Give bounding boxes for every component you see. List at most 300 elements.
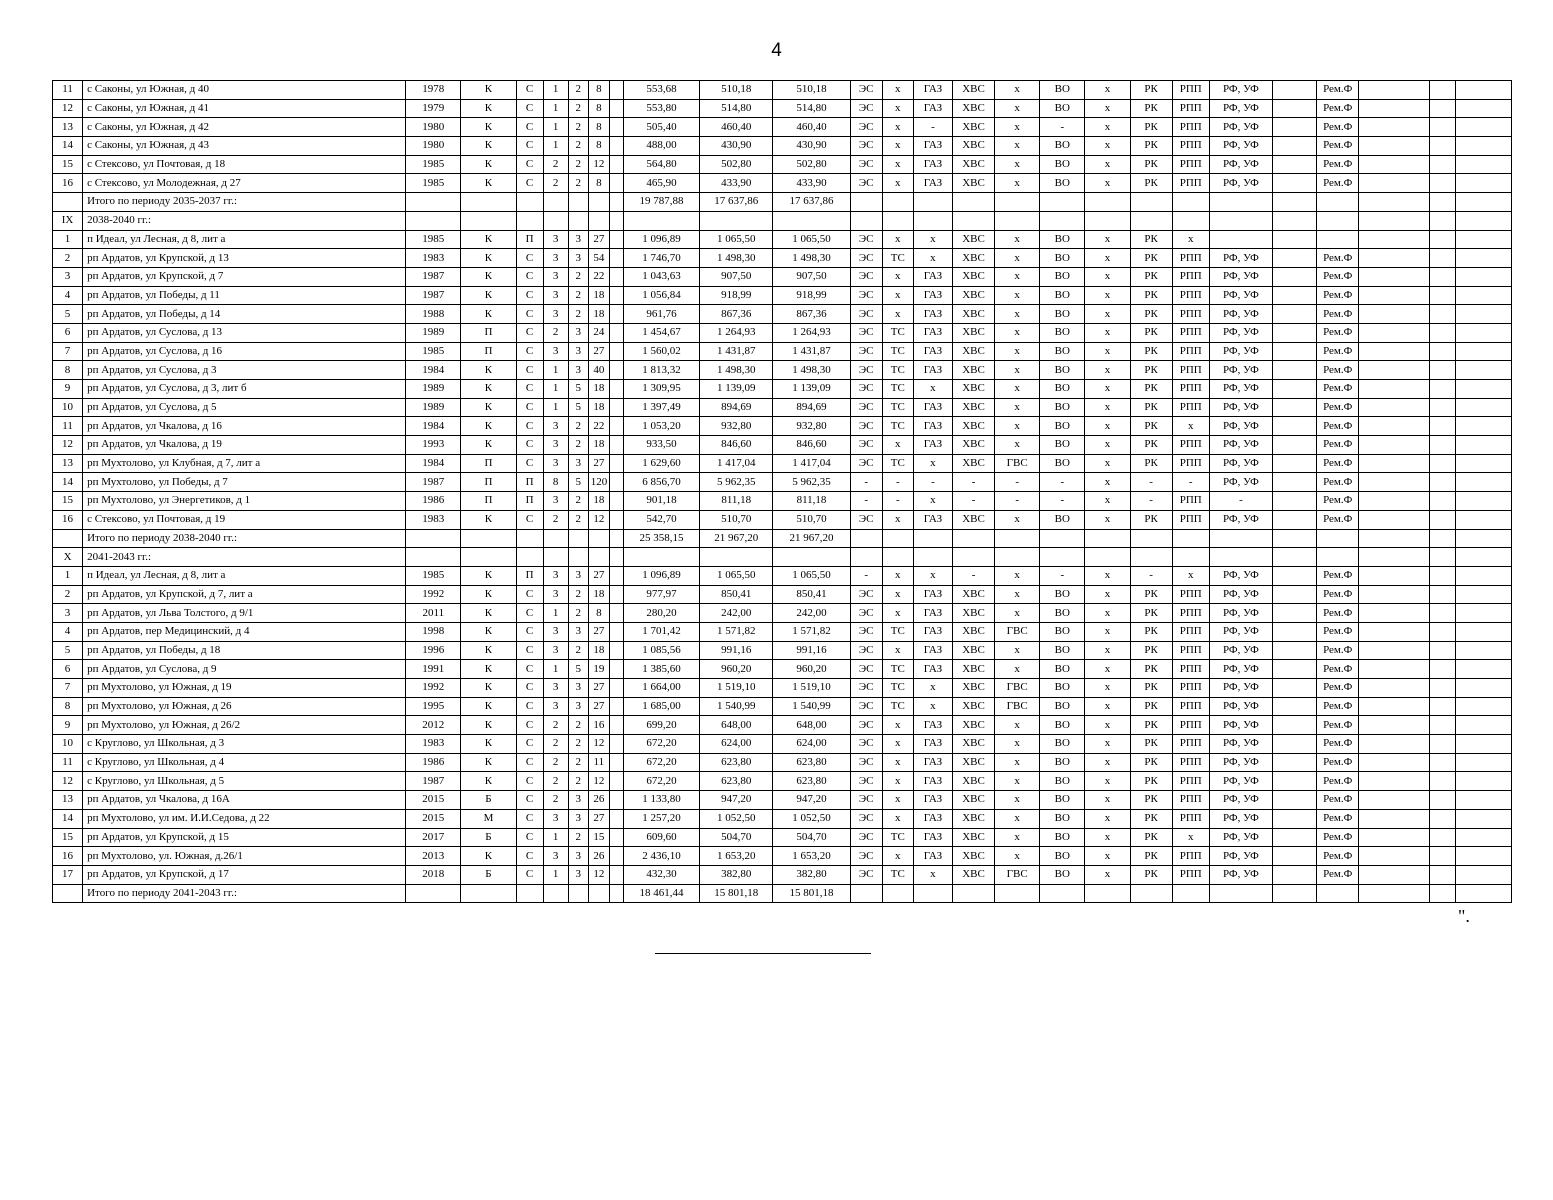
address-cell: Итого по периоду 2041-2043 гг.:: [83, 884, 406, 903]
table-cell: 894,69: [773, 398, 850, 417]
address-cell: с Саконы, ул Южная, д 42: [83, 118, 406, 137]
table-cell: РФ, УФ: [1209, 791, 1272, 810]
table-cell: [1455, 865, 1511, 884]
table-cell: 2: [568, 417, 588, 436]
table-cell: 5: [568, 473, 588, 492]
table-row: [53, 473, 1512, 492]
table-cell: ГАЗ: [913, 99, 952, 118]
end-quote-mark: ".: [1458, 906, 1470, 926]
address-cell: рп Мухтолово, ул Клубная, д 7, лит а: [83, 454, 406, 473]
table-cell: 1 431,87: [700, 342, 773, 361]
table-cell: 1 052,50: [773, 809, 850, 828]
table-cell: [1359, 230, 1429, 249]
table-cell: [609, 380, 623, 399]
table-cell: -: [995, 473, 1040, 492]
table-cell: ГАЗ: [913, 398, 952, 417]
table-cell: [461, 211, 516, 230]
table-cell: ХВС: [952, 174, 994, 193]
table-cell: [1273, 847, 1317, 866]
table-cell: 624,00: [700, 735, 773, 754]
table-cell: ВО: [1040, 380, 1085, 399]
table-cell: -: [850, 473, 882, 492]
table-cell: [588, 548, 609, 567]
table-cell: ХВС: [952, 604, 994, 623]
table-cell: [609, 604, 623, 623]
table-cell: 1: [543, 604, 568, 623]
table-cell: [1273, 548, 1317, 567]
table-cell: ГАЗ: [913, 641, 952, 660]
table-cell: [609, 716, 623, 735]
table-cell: 3: [543, 585, 568, 604]
table-cell: [1455, 622, 1511, 641]
table-cell: [1359, 660, 1429, 679]
table-cell: ГАЗ: [913, 847, 952, 866]
table-cell: Рем.Ф: [1317, 716, 1359, 735]
table-cell: х: [882, 118, 913, 137]
table-cell: 8: [588, 99, 609, 118]
address-cell: рп Ардатов, ул Победы, д 14: [83, 305, 406, 324]
table-cell: 3: [543, 641, 568, 660]
table-cell: х: [882, 436, 913, 455]
table-cell: 1978: [406, 81, 461, 100]
table-cell: 1: [543, 81, 568, 100]
table-cell: РК: [1130, 305, 1172, 324]
table-cell: ВО: [1040, 361, 1085, 380]
table-cell: х: [1085, 566, 1130, 585]
table-cell: 54: [588, 249, 609, 268]
table-cell: С: [516, 137, 543, 156]
table-cell: 1983: [406, 510, 461, 529]
table-cell: [1429, 828, 1455, 847]
table-cell: 811,18: [700, 492, 773, 511]
table-cell: РФ, УФ: [1209, 436, 1272, 455]
table-cell: [568, 884, 588, 903]
table-cell: 1 685,00: [623, 697, 699, 716]
table-row: [53, 342, 1512, 361]
table-cell: 15: [53, 828, 83, 847]
table-row: [53, 398, 1512, 417]
address-cell: рп Мухтолово, ул. Южная, д.26/1: [83, 847, 406, 866]
table-cell: С: [516, 791, 543, 810]
table-cell: [1359, 735, 1429, 754]
table-cell: ГАЗ: [913, 735, 952, 754]
table-cell: 2015: [406, 791, 461, 810]
table-cell: 18: [588, 585, 609, 604]
table-cell: ЭС: [850, 323, 882, 342]
table-cell: РК: [1130, 417, 1172, 436]
table-cell: [1130, 548, 1172, 567]
table-cell: х: [1085, 641, 1130, 660]
table-cell: х: [995, 249, 1040, 268]
table-cell: [1273, 323, 1317, 342]
table-cell: 2: [568, 641, 588, 660]
table-cell: 18: [588, 398, 609, 417]
table-cell: х: [995, 753, 1040, 772]
table-cell: [609, 305, 623, 324]
table-cell: [1359, 267, 1429, 286]
table-cell: РК: [1130, 137, 1172, 156]
table-cell: [609, 249, 623, 268]
table-cell: 1: [543, 99, 568, 118]
table-cell: ГАЗ: [913, 417, 952, 436]
table-cell: Рем.Ф: [1317, 865, 1359, 884]
table-cell: ГАЗ: [913, 267, 952, 286]
table-cell: [1429, 772, 1455, 791]
table-row: [53, 436, 1512, 455]
table-cell: х: [995, 604, 1040, 623]
table-cell: 18: [588, 436, 609, 455]
table-row: [53, 99, 1512, 118]
table-cell: 488,00: [623, 137, 699, 156]
table-cell: РФ, УФ: [1209, 361, 1272, 380]
table-cell: 2: [543, 716, 568, 735]
table-cell: ГАЗ: [913, 137, 952, 156]
table-cell: 5 962,35: [700, 473, 773, 492]
table-cell: 17 637,86: [773, 193, 850, 212]
table-cell: [516, 548, 543, 567]
table-cell: [1455, 697, 1511, 716]
table-cell: 1 701,42: [623, 622, 699, 641]
table-cell: х: [1085, 753, 1130, 772]
table-cell: 623,80: [773, 772, 850, 791]
table-cell: [609, 230, 623, 249]
table-cell: [1359, 510, 1429, 529]
table-row: [53, 847, 1512, 866]
table-cell: РПП: [1172, 697, 1209, 716]
table-cell: [1359, 155, 1429, 174]
table-cell: 3: [53, 267, 83, 286]
table-cell: 2: [543, 510, 568, 529]
table-cell: х: [913, 566, 952, 585]
table-cell: 16: [53, 510, 83, 529]
table-cell: х: [1085, 305, 1130, 324]
table-cell: [1273, 772, 1317, 791]
table-cell: [1429, 492, 1455, 511]
table-cell: К: [461, 267, 516, 286]
table-cell: РПП: [1172, 436, 1209, 455]
address-cell: рп Мухтолово, ул Энергетиков, д 1: [83, 492, 406, 511]
table-cell: ЭС: [850, 118, 882, 137]
table-cell: ХВС: [952, 772, 994, 791]
table-cell: 8: [588, 604, 609, 623]
table-cell: [609, 884, 623, 903]
table-cell: х: [1085, 137, 1130, 156]
table-cell: РПП: [1172, 604, 1209, 623]
table-cell: РФ, УФ: [1209, 155, 1272, 174]
table-cell: ВО: [1040, 267, 1085, 286]
table-cell: х: [995, 305, 1040, 324]
table-cell: х: [1172, 566, 1209, 585]
table-cell: РФ, УФ: [1209, 604, 1272, 623]
table-cell: К: [461, 305, 516, 324]
table-cell: Рем.Ф: [1317, 267, 1359, 286]
table-cell: [1085, 193, 1130, 212]
table-cell: [1273, 585, 1317, 604]
table-cell: 1 629,60: [623, 454, 699, 473]
table-row: [53, 286, 1512, 305]
table-row: [53, 809, 1512, 828]
table-cell: 13: [53, 791, 83, 810]
table-cell: X: [53, 548, 83, 567]
table-cell: [913, 884, 952, 903]
table-cell: РФ, УФ: [1209, 323, 1272, 342]
table-cell: 8: [53, 697, 83, 716]
table-row: [53, 791, 1512, 810]
table-cell: [1209, 548, 1272, 567]
table-body: [53, 81, 1512, 903]
table-cell: 1985: [406, 155, 461, 174]
table-cell: РК: [1130, 660, 1172, 679]
table-cell: ЭС: [850, 791, 882, 810]
table-cell: РПП: [1172, 267, 1209, 286]
table-cell: ВО: [1040, 735, 1085, 754]
table-cell: РК: [1130, 99, 1172, 118]
table-cell: х: [913, 380, 952, 399]
table-cell: 947,20: [700, 791, 773, 810]
table-cell: 1987: [406, 772, 461, 791]
table-cell: РФ, УФ: [1209, 398, 1272, 417]
table-cell: ТС: [882, 697, 913, 716]
table-cell: ХВС: [952, 323, 994, 342]
table-cell: РПП: [1172, 865, 1209, 884]
table-cell: 432,30: [623, 865, 699, 884]
table-cell: х: [995, 174, 1040, 193]
table-cell: ВО: [1040, 622, 1085, 641]
table-cell: ГАЗ: [913, 342, 952, 361]
table-cell: 672,20: [623, 735, 699, 754]
table-cell: х: [995, 137, 1040, 156]
table-cell: Рем.Ф: [1317, 697, 1359, 716]
table-cell: ХВС: [952, 267, 994, 286]
table-cell: ЭС: [850, 286, 882, 305]
table-cell: [1455, 529, 1511, 548]
table-cell: 901,18: [623, 492, 699, 511]
table-cell: [1085, 884, 1130, 903]
table-cell: ХВС: [952, 641, 994, 660]
table-cell: С: [516, 697, 543, 716]
table-cell: [1359, 548, 1429, 567]
table-cell: [1429, 211, 1455, 230]
table-cell: 25 358,15: [623, 529, 699, 548]
table-cell: [1455, 716, 1511, 735]
table-cell: х: [995, 641, 1040, 660]
table-cell: [1273, 529, 1317, 548]
table-cell: 648,00: [700, 716, 773, 735]
table-cell: РПП: [1172, 791, 1209, 810]
table-cell: РПП: [1172, 249, 1209, 268]
table-cell: РК: [1130, 828, 1172, 847]
table-cell: х: [995, 230, 1040, 249]
table-cell: [1273, 286, 1317, 305]
table-cell: ГАЗ: [913, 361, 952, 380]
table-cell: 3: [568, 342, 588, 361]
table-cell: [1429, 548, 1455, 567]
table-cell: РФ, УФ: [1209, 679, 1272, 698]
table-row: [53, 679, 1512, 698]
address-cell: рп Ардатов, ул Победы, д 18: [83, 641, 406, 660]
table-cell: ХВС: [952, 286, 994, 305]
table-cell: ГАЗ: [913, 436, 952, 455]
table-cell: 510,18: [773, 81, 850, 100]
table-cell: ХВС: [952, 679, 994, 698]
table-cell: 18: [588, 305, 609, 324]
table-cell: ХВС: [952, 716, 994, 735]
table-cell: [952, 548, 994, 567]
table-cell: С: [516, 81, 543, 100]
table-cell: 1980: [406, 118, 461, 137]
table-cell: [773, 548, 850, 567]
table-cell: [609, 174, 623, 193]
table-cell: Рем.Ф: [1317, 137, 1359, 156]
table-cell: 2: [568, 753, 588, 772]
table-cell: ТС: [882, 454, 913, 473]
table-cell: С: [516, 155, 543, 174]
table-cell: ГАЗ: [913, 622, 952, 641]
table-cell: РФ, УФ: [1209, 716, 1272, 735]
table-cell: К: [461, 697, 516, 716]
table-cell: ХВС: [952, 305, 994, 324]
table-cell: [1273, 342, 1317, 361]
address-cell: п Идеал, ул Лесная, д 8, лит а: [83, 230, 406, 249]
table-cell: ЭС: [850, 174, 882, 193]
table-cell: 3: [568, 697, 588, 716]
table-cell: [1359, 323, 1429, 342]
table-cell: 3: [568, 454, 588, 473]
table-cell: 1 454,67: [623, 323, 699, 342]
address-cell: Итого по периоду 2035-2037 гг.:: [83, 193, 406, 212]
table-cell: [1429, 398, 1455, 417]
table-cell: х: [1085, 772, 1130, 791]
table-cell: ВО: [1040, 436, 1085, 455]
table-cell: [1273, 267, 1317, 286]
table-cell: К: [461, 772, 516, 791]
table-cell: х: [1085, 510, 1130, 529]
table-cell: [1359, 716, 1429, 735]
table-cell: ЭС: [850, 660, 882, 679]
table-cell: РК: [1130, 847, 1172, 866]
table-cell: 2: [543, 155, 568, 174]
table-cell: ЭС: [850, 753, 882, 772]
table-cell: [609, 267, 623, 286]
table-cell: [1455, 174, 1511, 193]
table-cell: РПП: [1172, 380, 1209, 399]
table-cell: х: [913, 679, 952, 698]
table-cell: -: [1130, 473, 1172, 492]
table-cell: К: [461, 230, 516, 249]
table-cell: 5 962,35: [773, 473, 850, 492]
table-cell: [1273, 735, 1317, 754]
table-cell: [1359, 679, 1429, 698]
table-cell: ХВС: [952, 230, 994, 249]
table-cell: -: [850, 566, 882, 585]
table-cell: К: [461, 249, 516, 268]
table-cell: Рем.Ф: [1317, 585, 1359, 604]
table-cell: [516, 884, 543, 903]
table-cell: [1359, 697, 1429, 716]
table-cell: С: [516, 454, 543, 473]
table-cell: ВО: [1040, 305, 1085, 324]
table-cell: П: [516, 566, 543, 585]
table-cell: [1455, 585, 1511, 604]
table-cell: 382,80: [700, 865, 773, 884]
table-cell: [1273, 622, 1317, 641]
table-cell: [1429, 174, 1455, 193]
table-cell: Рем.Ф: [1317, 155, 1359, 174]
table-cell: 27: [588, 230, 609, 249]
table-cell: 1 498,30: [700, 361, 773, 380]
table-cell: 26: [588, 791, 609, 810]
table-cell: 2: [568, 174, 588, 193]
table-cell: [1273, 155, 1317, 174]
table-cell: 14: [53, 473, 83, 492]
table-cell: 3: [543, 436, 568, 455]
table-cell: 2: [568, 81, 588, 100]
table-cell: [1455, 380, 1511, 399]
table-cell: х: [913, 865, 952, 884]
table-cell: Рем.Ф: [1317, 473, 1359, 492]
table-cell: РК: [1130, 772, 1172, 791]
table-cell: ХВС: [952, 865, 994, 884]
address-cell: с Стексово, ул Почтовая, д 19: [83, 510, 406, 529]
table-cell: 672,20: [623, 753, 699, 772]
table-cell: ХВС: [952, 436, 994, 455]
table-cell: х: [1085, 660, 1130, 679]
table-cell: [609, 679, 623, 698]
table-cell: 1 264,93: [773, 323, 850, 342]
table-cell: [588, 193, 609, 212]
address-cell: рп Мухтолово, ул Южная, д 19: [83, 679, 406, 698]
table-cell: [1273, 436, 1317, 455]
table-cell: ВО: [1040, 772, 1085, 791]
table-cell: [952, 193, 994, 212]
address-cell: рп Мухтолово, ул им. И.И.Седова, д 22: [83, 809, 406, 828]
table-cell: ТС: [882, 361, 913, 380]
table-cell: РПП: [1172, 305, 1209, 324]
table-row: [53, 193, 1512, 212]
address-cell: рп Ардатов, ул Суслова, д 3: [83, 361, 406, 380]
table-cell: 2: [568, 735, 588, 754]
table-row: [53, 716, 1512, 735]
table-cell: 1 056,84: [623, 286, 699, 305]
table-cell: 1986: [406, 492, 461, 511]
table-cell: [1359, 641, 1429, 660]
table-cell: РК: [1130, 622, 1172, 641]
table-cell: [1273, 492, 1317, 511]
table-cell: 907,50: [773, 267, 850, 286]
table-cell: 11: [53, 81, 83, 100]
table-cell: х: [1085, 249, 1130, 268]
table-cell: 510,70: [773, 510, 850, 529]
table-cell: РФ, УФ: [1209, 267, 1272, 286]
table-cell: 1 540,99: [700, 697, 773, 716]
table-cell: х: [995, 566, 1040, 585]
table-cell: 7: [53, 679, 83, 698]
table-cell: [882, 529, 913, 548]
table-cell: 1 417,04: [773, 454, 850, 473]
table-cell: ВО: [1040, 753, 1085, 772]
table-cell: Рем.Ф: [1317, 323, 1359, 342]
table-cell: [1429, 716, 1455, 735]
table-cell: Рем.Ф: [1317, 809, 1359, 828]
table-cell: [1455, 660, 1511, 679]
table-cell: Рем.Ф: [1317, 492, 1359, 511]
table-cell: РФ, УФ: [1209, 660, 1272, 679]
table-cell: х: [882, 791, 913, 810]
table-cell: ЭС: [850, 137, 882, 156]
table-cell: ЭС: [850, 417, 882, 436]
table-cell: РФ, УФ: [1209, 118, 1272, 137]
table-cell: ЭС: [850, 604, 882, 623]
